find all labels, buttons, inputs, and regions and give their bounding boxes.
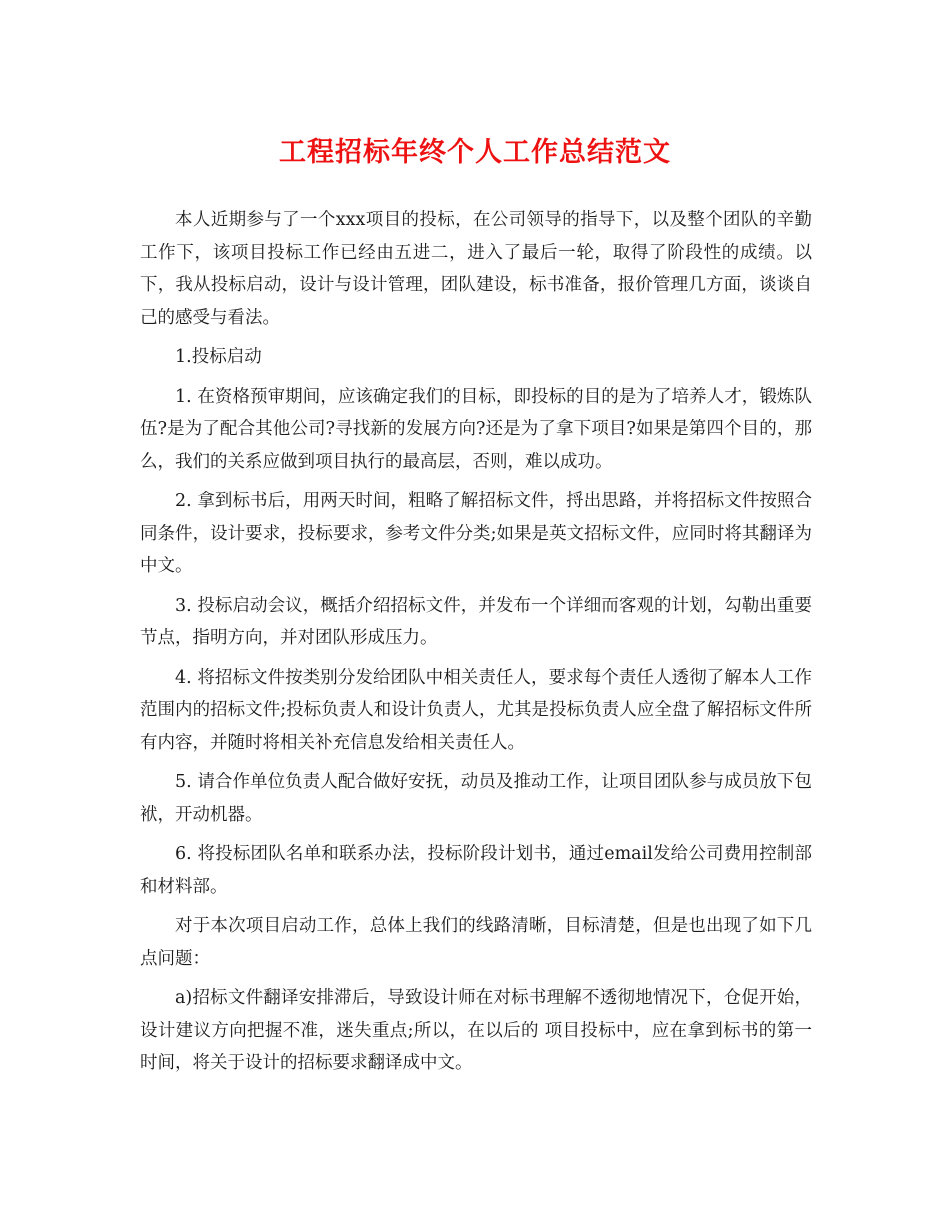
document-title: 工程招标年终个人工作总结范文 [279, 137, 671, 168]
paragraph-item-5: 5. 请合作单位负责人配合做好安抚，动员及推动工作，让项目团队参与成员放下包袱，开动机器。 [140, 772, 812, 825]
paragraph-item-1: 1. 在资格预审期间，应该确定我们的目标，即投标的目的是为了培养人才，锻炼队伍?是为了配合其他公司?寻找新的发展方向?还是为了拿下项目?如果是第四个目的，那么，我们的关系应做到项目执行的最高层，否则，难以成功。 [140, 386, 812, 472]
paragraph-item-4: 4. 将招标文件按类别分发给团队中相关责任人，要求每个责任人透彻了解本人工作范围内的招标文件;投标负责人和设计负责人，尤其是投标负责人应全盘了解招标文件所有内容，并随时将相关补充信息发给相关责任人。 [140, 667, 812, 753]
paragraph-summary: 对于本次项目启动工作，总体上我们的线路清晰，目标清楚，但是也出现了如下几点问题： [140, 916, 812, 969]
paragraph-item-3: 3. 投标启动会议，概括介绍招标文件，并发布一个详细而客观的计划，勾勒出重要节点，指明方向，并对团队形成压力。 [140, 595, 812, 648]
paragraph-item-2: 2. 拿到标书后，用两天时间，粗略了解招标文件，捋出思路，并将招标文件按照合同条件，设计要求，投标要求，参考文件分类;如果是英文招标文件，应同时将其翻译为中文。 [140, 491, 812, 576]
document-body [140, 204, 812, 1087]
section-heading-bid-start: 1.投标启动 [175, 347, 262, 367]
paragraph-issue-a: a)招标文件翻译安排滞后，导致设计师在对标书理解不透彻地情况下，仓促开始，设计建议方向把握不准，迷失重点;所以，在以后的 项目投标中，应在拿到标书的第一时间，将关于设计的招标要求翻译成中文。 [140, 988, 812, 1073]
paragraph-item-6: 6. 将投标团队名单和联系办法，投标阶段计划书，通过email发给公司费用控制部和材料部。 [140, 844, 812, 897]
paragraph-intro: 本人近期参与了一个xxx项目的投标，在公司领导的指导下，以及整个团队的辛勤工作下，该项目投标工作已经由五进二，进入了最后一轮，取得了阶段性的成绩。以下，我从投标启动，设计与设计管理，团队建设，标书准备，报价管理几方面，谈谈自己的感受与看法。 [140, 210, 812, 328]
